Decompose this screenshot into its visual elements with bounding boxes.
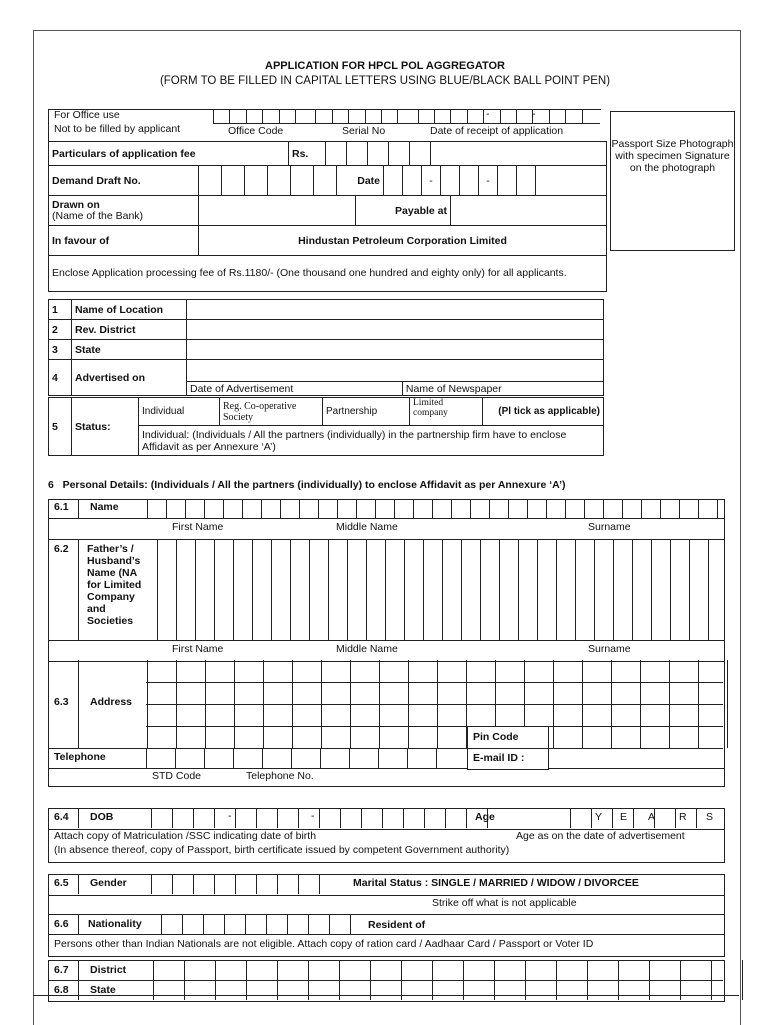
address-line [146, 704, 723, 705]
particulars-label: Particulars of application fee [49, 142, 289, 166]
fee-cell[interactable] [389, 142, 410, 166]
middle-name-caption: Middle Name [336, 643, 398, 655]
surname-caption: Surname [588, 521, 631, 533]
date-cell[interactable] [517, 166, 536, 196]
district-input[interactable] [187, 320, 604, 340]
section-number: 6.1 [54, 501, 69, 513]
fee-cell[interactable] [347, 142, 368, 166]
gender-cells[interactable] [78, 874, 340, 894]
office-divider [213, 123, 600, 124]
strike-note: Strike off what is not applicable [432, 897, 577, 909]
status-partnership[interactable]: Partnership [323, 398, 410, 426]
location-table [48, 299, 604, 396]
dd-cell[interactable] [291, 166, 314, 196]
dash: - [311, 810, 315, 822]
date-cell[interactable] [498, 166, 517, 196]
father-label: Father’s / Husband’s Name (NA for Limited Company and Societies [87, 543, 142, 627]
advertised-input[interactable] [187, 360, 604, 382]
address-label: Address [90, 696, 133, 708]
row-number: 5 [49, 398, 72, 456]
drawn-on-cell [49, 196, 199, 226]
in-favour-label: In favour of [49, 226, 199, 256]
status-note: Individual: (Individuals / All the partners (individually) in the partnership firm have to enclose Affidavit as per Annexure ‘A’) [139, 426, 604, 456]
photo-box[interactable]: Passport Size Photograph with specimen Signature on the photograph [610, 111, 735, 251]
state-label: State [90, 984, 116, 996]
middle-name-caption: Middle Name [336, 521, 398, 533]
date-cell[interactable] [403, 166, 422, 196]
date-cell[interactable]: - [479, 166, 498, 196]
dash: - [532, 108, 536, 120]
years-y: Y [595, 811, 603, 823]
location-input[interactable] [187, 300, 604, 320]
address-line [146, 726, 723, 727]
section-number: 6.4 [54, 811, 69, 823]
years-s: S [706, 811, 714, 823]
telephone-caption-row [48, 768, 725, 787]
dd-cell[interactable] [199, 166, 222, 196]
first-name-caption: First Name [172, 643, 224, 655]
dash: - [486, 108, 490, 120]
status-limited[interactable]: Limited company [410, 398, 483, 426]
row-number: 2 [49, 320, 72, 340]
nationality-label: Nationality [88, 918, 142, 930]
section-number: 6.6 [54, 918, 69, 930]
section-number: 6.3 [54, 696, 69, 708]
payable-at-label: Payable at [356, 196, 451, 226]
date-cell[interactable] [460, 166, 479, 196]
resident-label: Resident of [368, 919, 426, 931]
father-cells[interactable] [78, 539, 727, 640]
fee-cell[interactable] [410, 142, 431, 166]
row-number: 4 [49, 360, 72, 396]
office-code-label: Office Code [228, 125, 284, 137]
section-number: 6.2 [54, 543, 69, 555]
enclose-table [48, 255, 607, 292]
bank-table [48, 195, 607, 226]
date-cell[interactable]: - [422, 166, 441, 196]
status-coop[interactable]: Reg. Co-operative Society [220, 398, 323, 426]
section-number: 6.5 [54, 877, 69, 889]
date-cell[interactable] [384, 166, 403, 196]
fee-cell[interactable] [431, 142, 607, 166]
office-use-note: Not to be filled by applicant [54, 123, 181, 135]
telephone-cells[interactable] [146, 748, 465, 768]
date-cell[interactable] [536, 166, 607, 196]
std-code-caption: STD Code [152, 770, 202, 782]
bank-name-label: (Name of the Bank) [52, 209, 144, 222]
office-use-label: For Office use [54, 109, 120, 121]
office-code-cells[interactable] [213, 109, 598, 123]
date-cell[interactable] [441, 166, 460, 196]
favour-table [48, 225, 607, 256]
years-e: E [620, 811, 628, 823]
nationality-note: Persons other than Indian Nationals are not eligible. Attach copy of ration card / Aadhaar Card / Passport or Voter ID [54, 938, 594, 950]
status-individual[interactable]: Individual [139, 398, 220, 426]
newspaper-label: Name of Newspaper [402, 382, 603, 396]
drawn-on-label: Drawn on [52, 198, 100, 211]
district-cells[interactable] [78, 960, 770, 1000]
form-subtitle: (FORM TO BE FILLED IN CAPITAL LETTERS USING BLUE/BLACK BALL POINT PEN) [159, 75, 611, 87]
email-label: E-mail ID : [473, 752, 525, 764]
row-number: 1 [49, 300, 72, 320]
years-a: A [648, 811, 656, 823]
age-note: Age as on the date of advertisement [516, 830, 685, 842]
status-table [48, 397, 604, 456]
section-number: 6.7 [54, 964, 69, 976]
date-label: Date [337, 166, 384, 196]
fee-cell[interactable] [326, 142, 347, 166]
strike-row [48, 894, 725, 915]
payable-input[interactable] [451, 196, 607, 226]
location-label: Name of Location [72, 300, 187, 320]
date-adv-label: Date of Advertisement [187, 382, 403, 396]
district-label: District [90, 964, 127, 976]
district-label: Rev. District [72, 320, 187, 340]
dd-cell[interactable] [268, 166, 291, 196]
first-name-caption: First Name [172, 521, 224, 533]
dd-cell[interactable] [314, 166, 337, 196]
state-label: State [72, 340, 187, 360]
fee-cell[interactable] [368, 142, 389, 166]
form-title: APPLICATION FOR HPCL POL AGGREGATOR [265, 60, 505, 72]
in-favour-value: Hindustan Petroleum Corporation Limited [199, 226, 607, 256]
pin-code-label: Pin Code [473, 731, 519, 743]
fee-table [48, 141, 607, 166]
age-label: Age [475, 811, 495, 823]
dob-note-alt: (In absence thereof, copy of Passport, birth certificate issued by competent Government authority) [54, 844, 510, 856]
bottom-rule [33, 995, 739, 996]
status-label: Status: [72, 398, 139, 456]
telephone-label: Telephone [54, 751, 106, 763]
address-line [146, 682, 723, 683]
telephone-no-caption: Telephone No. [246, 770, 314, 782]
gender-label: Gender [90, 877, 127, 889]
rs-label: Rs. [289, 142, 326, 166]
section-number: 6.8 [54, 984, 69, 996]
enclose-note: Enclose Application processing fee of Rs.1180/- (One thousand one hundred and eighty only) for all applicants. [49, 256, 607, 292]
name-label: Name [90, 501, 119, 513]
surname-caption: Surname [588, 643, 631, 655]
date-receipt-label: Date of receipt of application [430, 125, 564, 137]
state-input[interactable] [187, 340, 604, 360]
dd-label: Demand Draft No. [49, 166, 199, 196]
dob-note: Attach copy of Matriculation /SSC indicating date of birth [54, 830, 317, 842]
dob-label: DOB [90, 811, 114, 823]
tick-note: (Pl tick as applicable) [483, 398, 604, 426]
years-r: R [679, 811, 687, 823]
section-6-heading: 6 Personal Details: (Individuals / All the partners (individually) to enclose Affidavit as per Annexure ‘A’) [48, 479, 566, 491]
dash: - [228, 810, 232, 822]
dd-cell[interactable] [245, 166, 268, 196]
dd-table [48, 165, 607, 196]
advertised-label: Advertised on [72, 360, 187, 396]
dd-cell[interactable] [222, 166, 245, 196]
row-number: 3 [49, 340, 72, 360]
name-cells[interactable] [78, 499, 736, 519]
marital-status[interactable]: Marital Status : SINGLE / MARRIED / WIDOW / DIVORCEE [353, 877, 639, 889]
bank-input[interactable] [199, 196, 356, 226]
serial-no-label: Serial No [342, 125, 386, 137]
